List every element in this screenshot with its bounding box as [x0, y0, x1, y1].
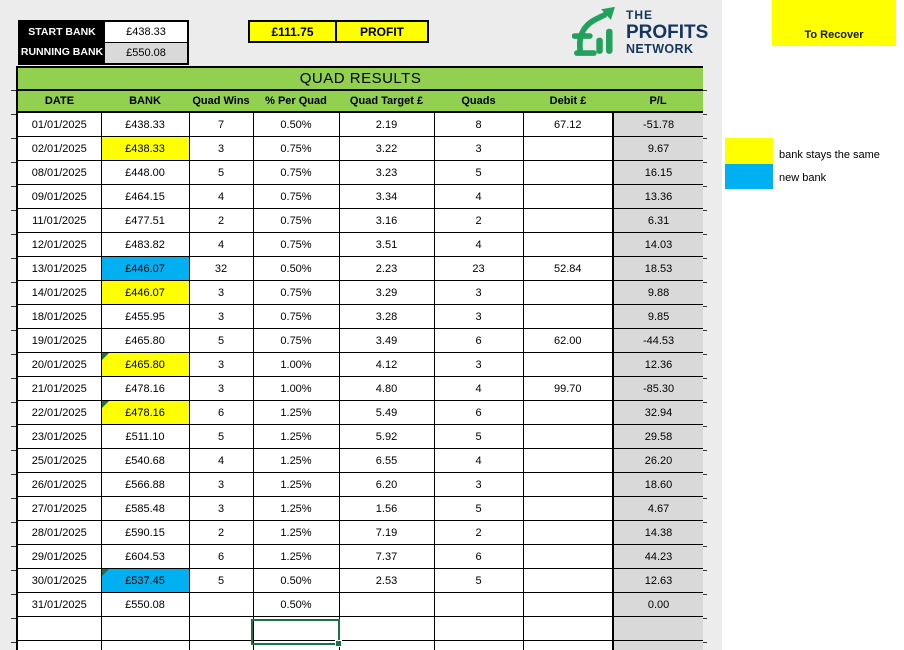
table-row — [17, 112, 703, 137]
cell-quad-target[interactable]: 6.20 — [339, 473, 434, 497]
table-row — [17, 257, 703, 281]
cell-bank[interactable]: £511.10 — [101, 425, 189, 449]
cell-quad-wins[interactable]: 3 — [189, 473, 253, 497]
cell-date[interactable]: 01/01/2025 — [17, 112, 101, 137]
cell-bank[interactable]: £477.51 — [101, 209, 189, 233]
cell-pct-per-quad[interactable]: 1.25% — [253, 545, 339, 569]
cell-bank[interactable]: £446.07 — [101, 281, 189, 305]
cell-bank[interactable]: £438.33 — [101, 137, 189, 161]
cell-pct-per-quad[interactable]: 0.50% — [253, 593, 339, 617]
cell-bank[interactable]: £446.07 — [101, 257, 189, 281]
table-row — [17, 185, 703, 209]
table-row — [17, 521, 703, 545]
table-title: QUAD RESULTS — [17, 67, 703, 90]
cell-pct-per-quad[interactable]: 1.00% — [253, 377, 339, 401]
cell-quads[interactable]: 23 — [434, 257, 523, 281]
cell-quad-wins[interactable]: 32 — [189, 257, 253, 281]
cell-quad-target[interactable]: 4.80 — [339, 377, 434, 401]
legend-swatch-blue[interactable] — [725, 164, 773, 189]
cell-date[interactable]: 14/01/2025 — [17, 281, 101, 305]
cell-debit[interactable]: 67.12 — [523, 112, 613, 137]
cell-bank[interactable]: £585.48 — [101, 497, 189, 521]
table-row — [17, 617, 703, 641]
cell-quad-wins[interactable]: 2 — [189, 521, 253, 545]
cell-bank[interactable]: £483.82 — [101, 233, 189, 257]
fill-handle[interactable] — [335, 640, 342, 647]
cell-quad-target[interactable]: 3.23 — [339, 161, 434, 185]
table-row — [17, 137, 703, 161]
cell-pct-per-quad[interactable]: 1.00% — [253, 353, 339, 377]
cell-debit[interactable]: 99.70 — [523, 377, 613, 401]
cell-pct-per-quad[interactable]: 0.50% — [253, 257, 339, 281]
cell-pl[interactable]: 18.53 — [613, 257, 703, 281]
selected-cell[interactable] — [251, 619, 340, 645]
cell-quads[interactable]: 3 — [434, 137, 523, 161]
column-header-date[interactable]: DATE — [17, 90, 101, 112]
cell-pct-per-quad[interactable]: 1.25% — [253, 497, 339, 521]
cell-date[interactable]: 26/01/2025 — [17, 473, 101, 497]
cell-date[interactable]: 18/01/2025 — [17, 305, 101, 329]
cell-date[interactable]: 08/01/2025 — [17, 161, 101, 185]
quad-results-table-wrap — [16, 66, 703, 650]
cell-debit[interactable] — [523, 353, 613, 377]
cell-quad-wins[interactable]: 3 — [189, 497, 253, 521]
cell-quad-wins[interactable]: 3 — [189, 137, 253, 161]
cell-debit[interactable] — [523, 521, 613, 545]
cell-debit[interactable] — [523, 641, 613, 650]
cell-pct-per-quad[interactable]: 0.75% — [253, 137, 339, 161]
cell-date[interactable]: 13/01/2025 — [17, 257, 101, 281]
logo-line-network: NETWORK — [626, 41, 694, 56]
cell-quad-wins[interactable]: 7 — [189, 112, 253, 137]
profit-label-cell[interactable]: PROFIT — [337, 22, 427, 41]
cell-pl[interactable]: 16.15 — [613, 161, 703, 185]
cell-debit[interactable] — [523, 233, 613, 257]
cell-quad-wins[interactable]: 5 — [189, 425, 253, 449]
cell-quad-wins[interactable]: 2 — [189, 209, 253, 233]
cell-quad-target[interactable] — [339, 617, 434, 641]
cell-quad-target[interactable]: 3.49 — [339, 329, 434, 353]
cell-quads[interactable]: 5 — [434, 425, 523, 449]
cell-pct-per-quad[interactable]: 0.50% — [253, 569, 339, 593]
cell-pct-per-quad[interactable]: 1.25% — [253, 521, 339, 545]
cell-pl[interactable]: 29.58 — [613, 425, 703, 449]
cell-quads[interactable]: 6 — [434, 329, 523, 353]
cell-pct-per-quad[interactable]: 0.75% — [253, 233, 339, 257]
cell-bank[interactable] — [101, 617, 189, 641]
cell-debit[interactable] — [523, 209, 613, 233]
profit-block — [248, 20, 429, 43]
column-header-per-quad[interactable]: % Per Quad — [253, 90, 339, 112]
cell-pct-per-quad[interactable]: 0.75% — [253, 329, 339, 353]
cell-quad-target[interactable]: 3.29 — [339, 281, 434, 305]
cell-quads[interactable]: 4 — [434, 449, 523, 473]
cell-quad-wins[interactable] — [189, 617, 253, 641]
cell-pct-per-quad[interactable]: 1.25% — [253, 473, 339, 497]
cell-pl[interactable]: 26.20 — [613, 449, 703, 473]
column-header-bank[interactable]: BANK — [101, 90, 189, 112]
cell-date[interactable]: 02/01/2025 — [17, 137, 101, 161]
cell-debit[interactable] — [523, 425, 613, 449]
table-row — [17, 305, 703, 329]
cell-pl[interactable]: 9.88 — [613, 281, 703, 305]
cell-pct-per-quad[interactable]: 0.75% — [253, 161, 339, 185]
cell-debit[interactable] — [523, 617, 613, 641]
cell-debit[interactable] — [523, 569, 613, 593]
cell-debit[interactable] — [523, 473, 613, 497]
cell-pl[interactable]: -44.53 — [613, 329, 703, 353]
cell-debit[interactable]: 62.00 — [523, 329, 613, 353]
start-bank-value-cell[interactable]: £438.33 — [104, 22, 187, 42]
cell-bank[interactable]: £478.16 — [101, 401, 189, 425]
cell-quads[interactable]: 6 — [434, 545, 523, 569]
cell-quad-target[interactable]: 2.53 — [339, 569, 434, 593]
cell-quads[interactable]: 4 — [434, 377, 523, 401]
cell-date[interactable]: 09/01/2025 — [17, 185, 101, 209]
cell-quad-target[interactable]: 2.23 — [339, 257, 434, 281]
cell-quad-wins[interactable]: 5 — [189, 161, 253, 185]
cell-date[interactable]: 30/01/2025 — [17, 569, 101, 593]
cell-quads[interactable]: 5 — [434, 161, 523, 185]
profits-network-logo — [572, 6, 708, 58]
cell-quads[interactable]: 3 — [434, 305, 523, 329]
cell-quad-wins[interactable]: 5 — [189, 569, 253, 593]
to-recover-cell[interactable]: To Recover — [772, 0, 896, 46]
logo-text — [626, 9, 708, 56]
cell-quads[interactable]: 4 — [434, 185, 523, 209]
cell-pl[interactable]: 44.23 — [613, 545, 703, 569]
table-row — [17, 377, 703, 401]
cell-quad-wins[interactable]: 3 — [189, 281, 253, 305]
column-header-quad-target[interactable]: Quad Target £ — [339, 90, 434, 112]
cell-pct-per-quad[interactable]: 0.75% — [253, 281, 339, 305]
cell-date[interactable]: 28/01/2025 — [17, 521, 101, 545]
cell-date[interactable]: 21/01/2025 — [17, 377, 101, 401]
cell-date[interactable]: 23/01/2025 — [17, 425, 101, 449]
cell-quad-target[interactable]: 5.92 — [339, 425, 434, 449]
cell-pl[interactable]: -51.78 — [613, 112, 703, 137]
cell-quads[interactable]: 5 — [434, 569, 523, 593]
legend-label-new-bank: new bank — [779, 172, 827, 184]
cell-quad-wins[interactable]: 3 — [189, 305, 253, 329]
cell-quads[interactable] — [434, 593, 523, 617]
table-row — [17, 233, 703, 257]
cell-date[interactable]: 20/01/2025 — [17, 353, 101, 377]
cell-pl[interactable]: 32.94 — [613, 401, 703, 425]
cell-debit[interactable] — [523, 545, 613, 569]
profit-value-cell[interactable]: £111.75 — [250, 22, 337, 41]
cell-quad-wins[interactable]: 4 — [189, 449, 253, 473]
cell-quads[interactable]: 2 — [434, 521, 523, 545]
cell-debit[interactable] — [523, 305, 613, 329]
cell-quads[interactable]: 8 — [434, 112, 523, 137]
cell-debit[interactable] — [523, 449, 613, 473]
cell-pl[interactable] — [613, 617, 703, 641]
start-bank-label: START BANK — [20, 22, 104, 42]
cell-quad-target[interactable]: 3.51 — [339, 233, 434, 257]
table-row — [17, 281, 703, 305]
cell-quads[interactable] — [434, 617, 523, 641]
table-row — [17, 569, 703, 593]
table-row — [17, 473, 703, 497]
cell-quad-wins[interactable]: 3 — [189, 377, 253, 401]
logo-line-the: THE — [626, 7, 653, 22]
cell-pl[interactable]: 12.36 — [613, 353, 703, 377]
cell-date[interactable] — [17, 617, 101, 641]
cell-pl[interactable]: 6.31 — [613, 209, 703, 233]
running-bank-label: RUNNING BANK — [20, 42, 104, 62]
cell-pct-per-quad[interactable]: 0.75% — [253, 185, 339, 209]
table-row — [17, 425, 703, 449]
cell-bank[interactable]: £448.00 — [101, 161, 189, 185]
cell-bank[interactable]: £438.33 — [101, 112, 189, 137]
cell-quad-target[interactable]: 3.28 — [339, 305, 434, 329]
cell-quads[interactable]: 3 — [434, 281, 523, 305]
cell-bank[interactable]: £590.15 — [101, 521, 189, 545]
cell-pl[interactable]: 14.38 — [613, 521, 703, 545]
table-row — [17, 161, 703, 185]
cell-date[interactable] — [17, 641, 101, 650]
cell-date[interactable]: 25/01/2025 — [17, 449, 101, 473]
cell-debit[interactable] — [523, 497, 613, 521]
cell-debit[interactable] — [523, 185, 613, 209]
cell-quad-target[interactable] — [339, 593, 434, 617]
cell-pct-per-quad[interactable]: 0.50% — [253, 112, 339, 137]
cell-date[interactable]: 27/01/2025 — [17, 497, 101, 521]
start-bank-row — [20, 22, 187, 42]
cell-pct-per-quad[interactable]: 1.25% — [253, 425, 339, 449]
cell-pl[interactable]: 18.60 — [613, 473, 703, 497]
cell-bank[interactable]: £540.68 — [101, 449, 189, 473]
cell-quad-wins[interactable] — [189, 593, 253, 617]
cell-quads[interactable]: 4 — [434, 233, 523, 257]
cell-pl[interactable]: 9.67 — [613, 137, 703, 161]
cell-bank[interactable]: £455.95 — [101, 305, 189, 329]
cell-bank[interactable]: £550.08 — [101, 593, 189, 617]
cell-date[interactable]: 22/01/2025 — [17, 401, 101, 425]
table-header-row — [17, 90, 703, 112]
cell-quad-target[interactable]: 2.19 — [339, 112, 434, 137]
cell-quad-wins[interactable]: 4 — [189, 233, 253, 257]
table-row — [17, 401, 703, 425]
table-body — [17, 112, 703, 650]
cell-debit[interactable] — [523, 161, 613, 185]
cell-pl[interactable]: 9.85 — [613, 305, 703, 329]
table-row — [17, 329, 703, 353]
cell-bank[interactable]: £604.53 — [101, 545, 189, 569]
cell-pl[interactable]: 0.00 — [613, 593, 703, 617]
cell-bank[interactable]: £464.15 — [101, 185, 189, 209]
column-header-debit[interactable]: Debit £ — [523, 90, 613, 112]
cell-quad-target[interactable]: 6.55 — [339, 449, 434, 473]
cell-quad-wins[interactable] — [189, 641, 253, 650]
cell-pct-per-quad[interactable]: 1.25% — [253, 449, 339, 473]
cell-bank[interactable] — [101, 641, 189, 650]
cell-quad-target[interactable]: 3.22 — [339, 137, 434, 161]
cell-quads[interactable]: 6 — [434, 401, 523, 425]
logo-line-profits: PROFITS — [626, 21, 709, 43]
cell-quad-target[interactable]: 7.19 — [339, 521, 434, 545]
cell-quad-target[interactable]: 1.56 — [339, 497, 434, 521]
cell-quad-target[interactable] — [339, 641, 434, 650]
cell-quads[interactable]: 3 — [434, 353, 523, 377]
table-row — [17, 209, 703, 233]
cell-debit[interactable]: 52.84 — [523, 257, 613, 281]
cell-quad-wins[interactable]: 5 — [189, 329, 253, 353]
column-header-quad-wins[interactable]: Quad Wins — [189, 90, 253, 112]
bank-summary-block — [18, 20, 189, 65]
cell-date[interactable]: 11/01/2025 — [17, 209, 101, 233]
cell-quad-target[interactable]: 4.12 — [339, 353, 434, 377]
cell-date[interactable]: 19/01/2025 — [17, 329, 101, 353]
cell-pl[interactable] — [613, 641, 703, 650]
table-row — [17, 449, 703, 473]
legend-swatch-yellow[interactable] — [725, 138, 773, 164]
cell-pl[interactable]: 13.36 — [613, 185, 703, 209]
cell-quad-wins[interactable]: 4 — [189, 185, 253, 209]
cell-debit[interactable] — [523, 593, 613, 617]
cell-pct-per-quad[interactable]: 0.75% — [253, 209, 339, 233]
cell-debit[interactable] — [523, 401, 613, 425]
cell-quad-wins[interactable]: 6 — [189, 401, 253, 425]
cell-quads[interactable] — [434, 641, 523, 650]
cell-pct-per-quad[interactable]: 0.75% — [253, 305, 339, 329]
right-gridline-ticks — [703, 90, 707, 650]
cell-quad-wins[interactable]: 6 — [189, 545, 253, 569]
cell-quad-target[interactable]: 7.37 — [339, 545, 434, 569]
table-title-row — [17, 67, 703, 90]
cell-quads[interactable]: 3 — [434, 473, 523, 497]
column-header-p-l[interactable]: P/L — [613, 90, 703, 112]
table-row — [17, 497, 703, 521]
cell-date[interactable]: 12/01/2025 — [17, 233, 101, 257]
table-row — [17, 593, 703, 617]
cell-pl[interactable]: -85.30 — [613, 377, 703, 401]
cell-bank[interactable]: £566.88 — [101, 473, 189, 497]
cell-quads[interactable]: 2 — [434, 209, 523, 233]
cell-pl[interactable]: 12.63 — [613, 569, 703, 593]
cell-quad-target[interactable]: 3.34 — [339, 185, 434, 209]
cell-quad-target[interactable]: 3.16 — [339, 209, 434, 233]
column-header-quads[interactable]: Quads — [434, 90, 523, 112]
cell-pct-per-quad[interactable]: 1.25% — [253, 401, 339, 425]
cell-quad-wins[interactable]: 3 — [189, 353, 253, 377]
cell-date[interactable]: 31/01/2025 — [17, 593, 101, 617]
cell-quad-target[interactable]: 5.49 — [339, 401, 434, 425]
cell-debit[interactable] — [523, 281, 613, 305]
cell-date[interactable]: 29/01/2025 — [17, 545, 101, 569]
pound-trend-arrow-bars-icon — [572, 6, 619, 58]
table-row — [17, 353, 703, 377]
table-row — [17, 545, 703, 569]
cell-bank[interactable]: £465.80 — [101, 329, 189, 353]
cell-quads[interactable]: 5 — [434, 497, 523, 521]
table-row — [17, 641, 703, 650]
cell-pl[interactable]: 4.67 — [613, 497, 703, 521]
cell-bank[interactable]: £465.80 — [101, 353, 189, 377]
cell-pl[interactable]: 14.03 — [613, 233, 703, 257]
running-bank-row — [20, 42, 187, 63]
cell-bank[interactable]: £478.16 — [101, 377, 189, 401]
cell-debit[interactable] — [523, 137, 613, 161]
quad-results-table — [16, 66, 703, 650]
cell-bank[interactable]: £537.45 — [101, 569, 189, 593]
running-bank-value-cell[interactable]: £550.08 — [104, 42, 187, 63]
legend-label-bank-stays: bank stays the same — [779, 149, 880, 161]
